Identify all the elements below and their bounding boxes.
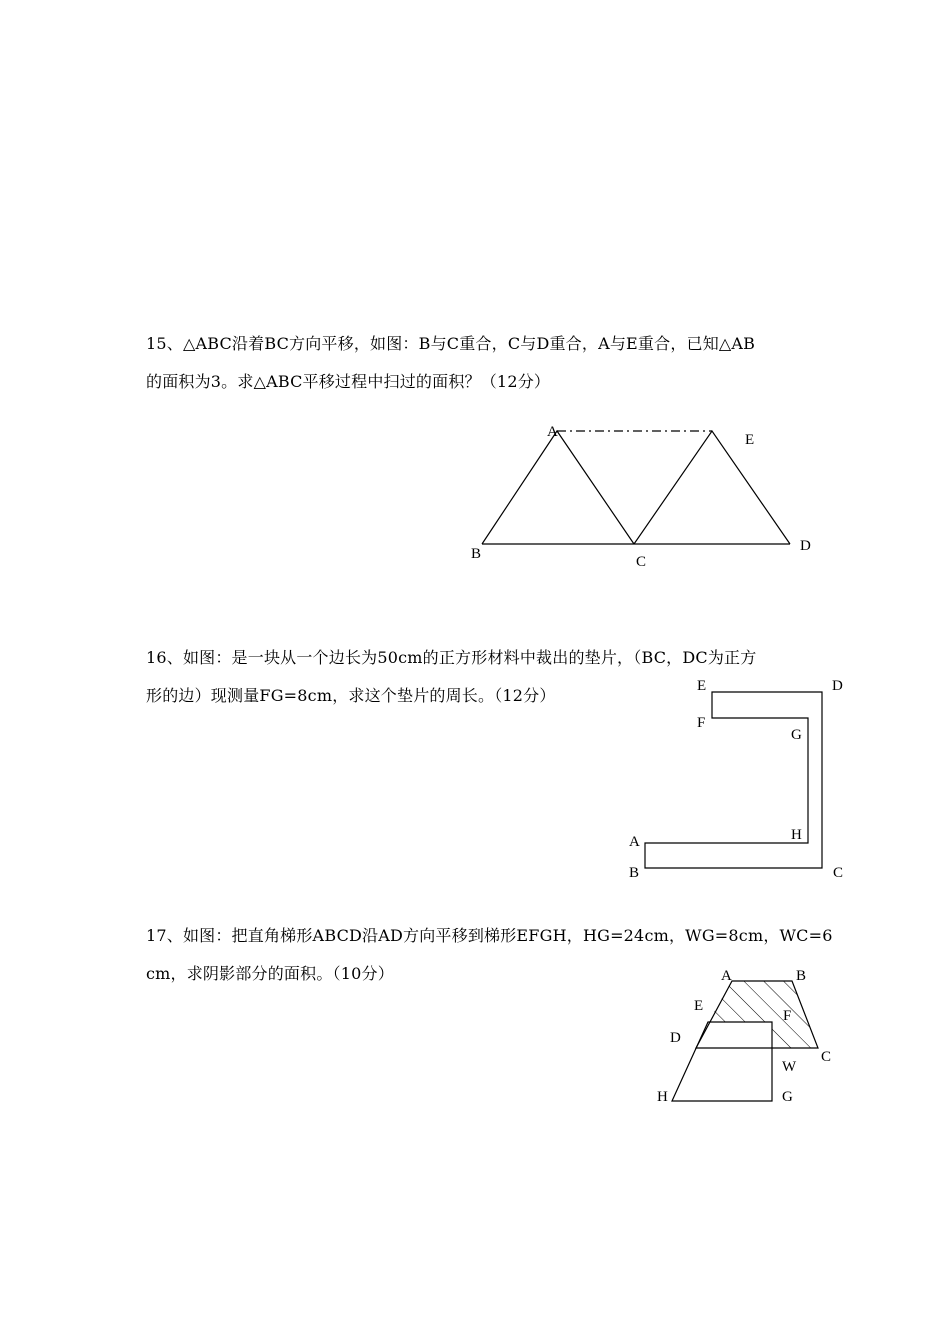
fig16-label-c: C (833, 865, 844, 881)
trapezoid-efgh (672, 1022, 772, 1101)
fig16-label-a: A (629, 834, 640, 850)
fig16-label-h: H (791, 827, 802, 843)
fig17-label-c: C (821, 1049, 832, 1065)
fig16-label-b: B (629, 865, 640, 881)
fig17-label-a: A (721, 968, 732, 984)
shaded-region (708, 981, 818, 1048)
triangle-abc (482, 431, 634, 544)
fig15-label-e: E (745, 432, 755, 448)
fig15-label-d: D (800, 538, 811, 554)
problem-17-line-1: 17、如图：把直角梯形ABCD沿AD方向平移到梯形EFGH，HG=24cm，WG=8cm，WC=6 (146, 926, 833, 945)
fig15-label-a: A (547, 424, 558, 440)
problem-15-line-1: 15、△ABC沿着BC方向平移，如图：B与C重合，C与D重合，A与E重合，已知△AB (146, 334, 756, 353)
fig15-label-c: C (636, 554, 647, 570)
problem-16-line-2: 形的边）现测量FG=8cm，求这个垫片的周长。（12分） (146, 686, 556, 705)
fig17-label-g: G (782, 1089, 793, 1105)
problem-15-line-2: 的面积为3。求△ABC平移过程中扫过的面积？（12分） (146, 372, 551, 391)
fig17-label-e: E (694, 998, 704, 1014)
triangle-ced (634, 431, 790, 544)
fig17-label-h: H (657, 1089, 668, 1105)
fig15-label-b: B (471, 546, 482, 562)
fig17-label-d: D (670, 1030, 681, 1046)
fig16-label-e: E (697, 678, 707, 694)
fig16-label-g: G (791, 727, 802, 743)
fig17-label-f: F (783, 1008, 792, 1024)
fig16-label-d: D (832, 678, 843, 694)
problem-17-line-2: cm，求阴影部分的面积。（10分） (146, 964, 394, 983)
figure-15-translation (482, 431, 790, 544)
fig17-label-w: W (782, 1059, 797, 1075)
problem-16-line-1: 16、如图：是一块从一个边长为50cm的正方形材料中裁出的垫片，（BC，DC为正方 (146, 648, 757, 667)
fig17-label-b: B (796, 968, 807, 984)
fig16-label-f: F (697, 715, 706, 731)
